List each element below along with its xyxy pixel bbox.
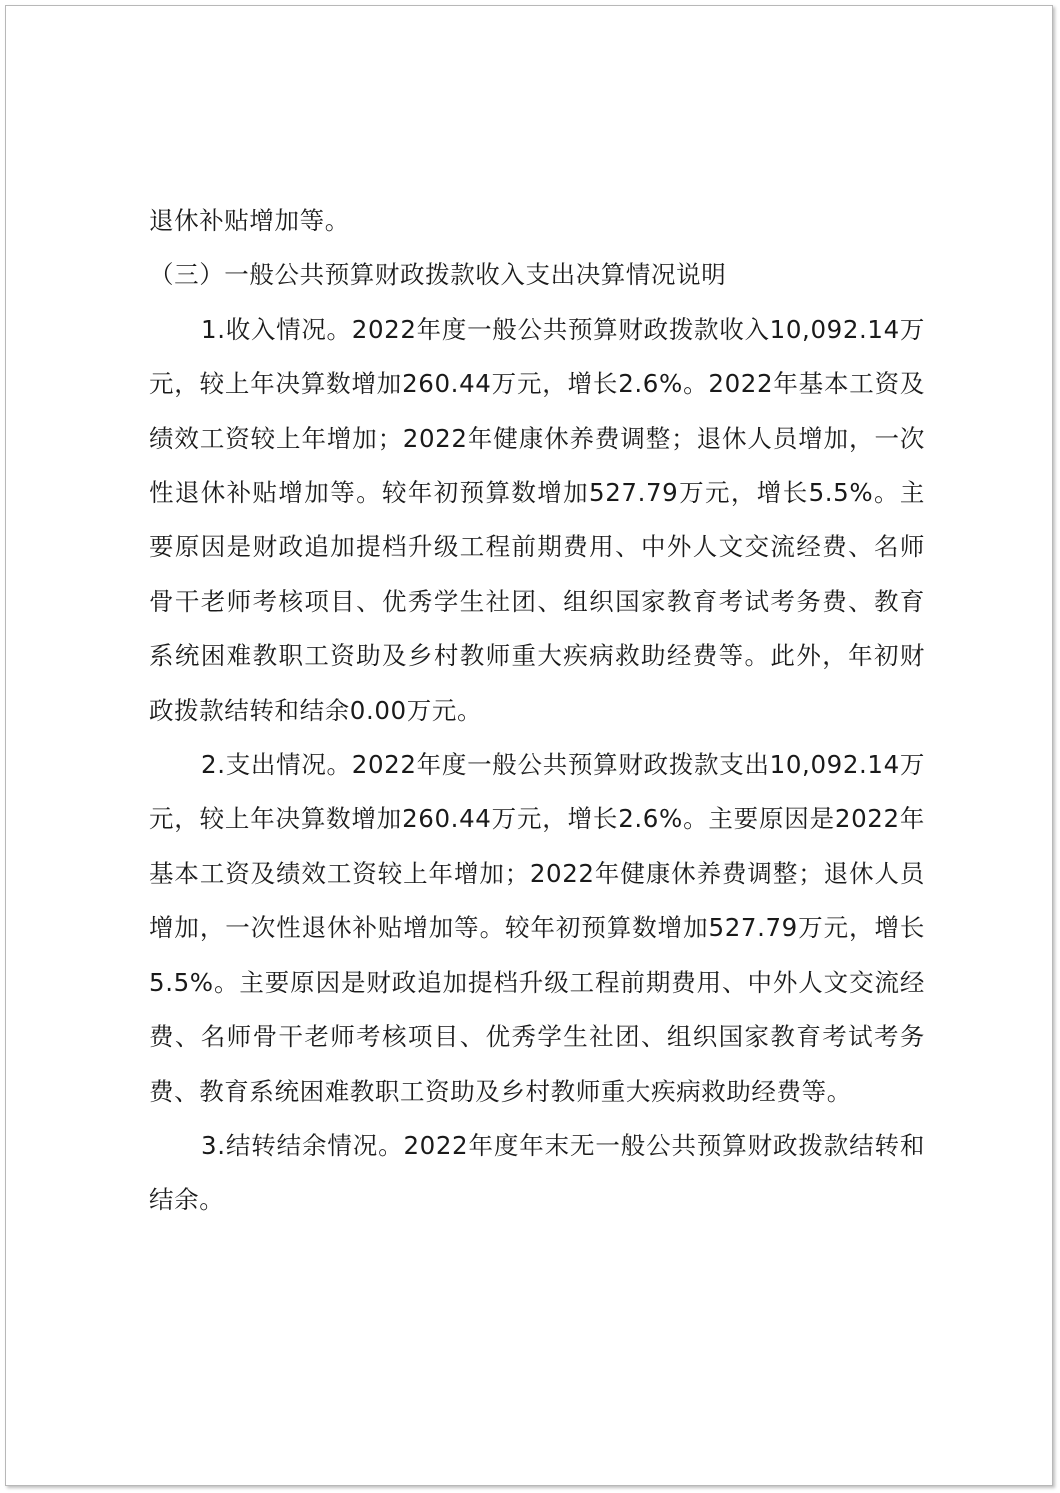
- paragraph-carryover: 3.结转结余情况。2022年度年末无一般公共预算财政拨款结转和结余。: [149, 1130, 925, 1215]
- section-heading: （三）一般公共预算财政拨款收入支出决算情况说明: [149, 260, 727, 290]
- paragraph-expenditure: 2.支出情况。2022年度一般公共预算财政拨款支出10,092.14万元，较上年决算数增加260.44万元，增长2.6%。主要原因是2022年基本工资及绩效工资较上年增加；2022年健康休养费调整；退休人员增加，一次性退休补贴增加等。较年初预算数增加527.79万元，增长5.5%。主要原因是财政追加提档升级工程前期费用、中外人文交流经费、名师骨干老师考核项目、优秀学生社团、组织国家教育考试考务费、教育系统困难教职工资助及乡村教师重大疾病救助经费等。: [149, 750, 925, 1106]
- document-body: [149, 194, 925, 1228]
- lead-fragment: 退休补贴增加等。: [149, 206, 350, 235]
- document-page: [5, 5, 1053, 1486]
- paragraph-income: 1.收入情况。2022年度一般公共预算财政拨款收入10,092.14万元，较上年决算数增加260.44万元，增长2.6%。2022年基本工资及绩效工资较上年增加；2022年健康休养费调整；退休人员增加，一次性退休补贴增加等。较年初预算数增加527.79万元，增长5.5%。主要原因是财政追加提档升级工程前期费用、中外人文交流经费、名师骨干老师考核项目、优秀学生社团、组织国家教育考试考务费、教育系统困难教职工资助及乡村教师重大疾病救助经费等。此外，年初财政拨款结转和结余0.00万元。: [149, 314, 925, 725]
